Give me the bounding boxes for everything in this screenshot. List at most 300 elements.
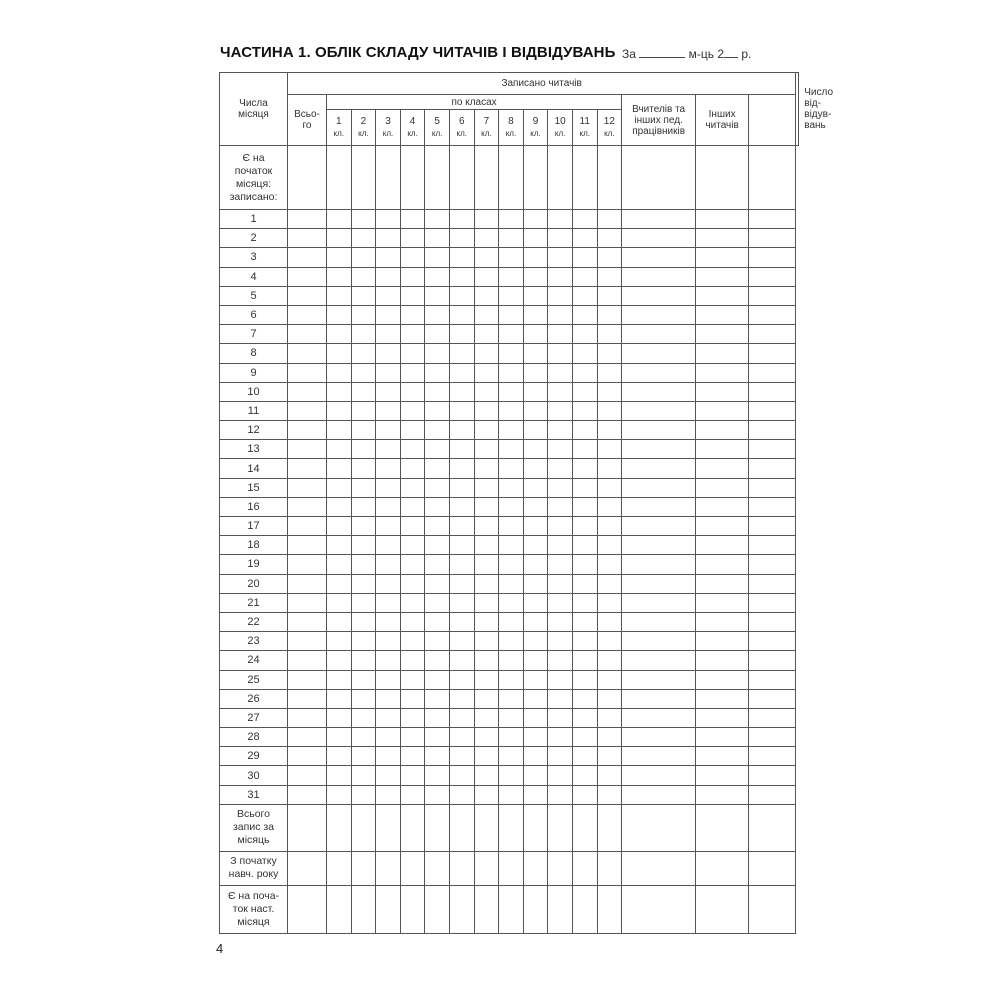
entry-cell[interactable] bbox=[400, 229, 425, 248]
entry-cell[interactable] bbox=[523, 804, 548, 851]
entry-cell[interactable] bbox=[548, 478, 573, 497]
entry-cell[interactable] bbox=[376, 325, 401, 344]
entry-cell[interactable] bbox=[622, 344, 696, 363]
entry-cell[interactable] bbox=[749, 229, 796, 248]
entry-cell[interactable] bbox=[622, 248, 696, 267]
entry-cell[interactable] bbox=[749, 517, 796, 536]
entry-cell[interactable] bbox=[597, 555, 622, 574]
entry-cell[interactable] bbox=[474, 766, 499, 785]
entry-cell[interactable] bbox=[523, 267, 548, 286]
entry-cell[interactable] bbox=[351, 146, 376, 210]
entry-cell[interactable] bbox=[572, 517, 597, 536]
entry-cell[interactable] bbox=[749, 440, 796, 459]
entry-cell[interactable] bbox=[376, 536, 401, 555]
entry-cell[interactable] bbox=[474, 747, 499, 766]
entry-cell[interactable] bbox=[572, 440, 597, 459]
entry-cell[interactable] bbox=[288, 851, 327, 885]
entry-cell[interactable] bbox=[548, 517, 573, 536]
entry-cell[interactable] bbox=[523, 517, 548, 536]
entry-cell[interactable] bbox=[499, 670, 524, 689]
entry-cell[interactable] bbox=[696, 146, 749, 210]
entry-cell[interactable] bbox=[548, 286, 573, 305]
entry-cell[interactable] bbox=[400, 689, 425, 708]
entry-cell[interactable] bbox=[572, 851, 597, 885]
entry-cell[interactable] bbox=[749, 689, 796, 708]
entry-cell[interactable] bbox=[597, 421, 622, 440]
entry-cell[interactable] bbox=[351, 401, 376, 420]
entry-cell[interactable] bbox=[622, 785, 696, 804]
entry-cell[interactable] bbox=[523, 248, 548, 267]
entry-cell[interactable] bbox=[425, 363, 450, 382]
entry-cell[interactable] bbox=[449, 401, 474, 420]
entry-cell[interactable] bbox=[351, 708, 376, 727]
entry-cell[interactable] bbox=[425, 248, 450, 267]
entry-cell[interactable] bbox=[622, 305, 696, 324]
entry-cell[interactable] bbox=[449, 440, 474, 459]
entry-cell[interactable] bbox=[597, 747, 622, 766]
entry-cell[interactable] bbox=[425, 885, 450, 933]
entry-cell[interactable] bbox=[425, 593, 450, 612]
entry-cell[interactable] bbox=[327, 785, 352, 804]
entry-cell[interactable] bbox=[548, 689, 573, 708]
entry-cell[interactable] bbox=[425, 747, 450, 766]
entry-cell[interactable] bbox=[449, 651, 474, 670]
entry-cell[interactable] bbox=[572, 325, 597, 344]
entry-cell[interactable] bbox=[474, 689, 499, 708]
entry-cell[interactable] bbox=[523, 459, 548, 478]
entry-cell[interactable] bbox=[597, 440, 622, 459]
entry-cell[interactable] bbox=[572, 689, 597, 708]
entry-cell[interactable] bbox=[622, 766, 696, 785]
entry-cell[interactable] bbox=[597, 325, 622, 344]
entry-cell[interactable] bbox=[376, 229, 401, 248]
entry-cell[interactable] bbox=[376, 555, 401, 574]
entry-cell[interactable] bbox=[499, 210, 524, 229]
entry-cell[interactable] bbox=[351, 555, 376, 574]
entry-cell[interactable] bbox=[376, 497, 401, 516]
entry-cell[interactable] bbox=[548, 459, 573, 478]
entry-cell[interactable] bbox=[288, 210, 327, 229]
entry-cell[interactable] bbox=[597, 305, 622, 324]
entry-cell[interactable] bbox=[548, 363, 573, 382]
entry-cell[interactable] bbox=[499, 267, 524, 286]
entry-cell[interactable] bbox=[749, 885, 796, 933]
entry-cell[interactable] bbox=[597, 804, 622, 851]
entry-cell[interactable] bbox=[288, 574, 327, 593]
entry-cell[interactable] bbox=[572, 497, 597, 516]
entry-cell[interactable] bbox=[400, 440, 425, 459]
entry-cell[interactable] bbox=[400, 286, 425, 305]
entry-cell[interactable] bbox=[499, 421, 524, 440]
entry-cell[interactable] bbox=[400, 728, 425, 747]
entry-cell[interactable] bbox=[449, 804, 474, 851]
entry-cell[interactable] bbox=[351, 574, 376, 593]
entry-cell[interactable] bbox=[696, 286, 749, 305]
entry-cell[interactable] bbox=[327, 766, 352, 785]
entry-cell[interactable] bbox=[749, 555, 796, 574]
entry-cell[interactable] bbox=[327, 747, 352, 766]
entry-cell[interactable] bbox=[523, 651, 548, 670]
entry-cell[interactable] bbox=[425, 421, 450, 440]
entry-cell[interactable] bbox=[449, 632, 474, 651]
entry-cell[interactable] bbox=[474, 382, 499, 401]
entry-cell[interactable] bbox=[548, 421, 573, 440]
entry-cell[interactable] bbox=[425, 670, 450, 689]
entry-cell[interactable] bbox=[288, 536, 327, 555]
entry-cell[interactable] bbox=[572, 708, 597, 727]
entry-cell[interactable] bbox=[523, 747, 548, 766]
entry-cell[interactable] bbox=[548, 229, 573, 248]
entry-cell[interactable] bbox=[696, 440, 749, 459]
entry-cell[interactable] bbox=[376, 804, 401, 851]
entry-cell[interactable] bbox=[376, 574, 401, 593]
entry-cell[interactable] bbox=[376, 146, 401, 210]
entry-cell[interactable] bbox=[749, 612, 796, 631]
entry-cell[interactable] bbox=[749, 146, 796, 210]
entry-cell[interactable] bbox=[449, 689, 474, 708]
entry-cell[interactable] bbox=[400, 536, 425, 555]
entry-cell[interactable] bbox=[449, 267, 474, 286]
entry-cell[interactable] bbox=[376, 344, 401, 363]
entry-cell[interactable] bbox=[449, 574, 474, 593]
entry-cell[interactable] bbox=[474, 459, 499, 478]
entry-cell[interactable] bbox=[499, 459, 524, 478]
entry-cell[interactable] bbox=[474, 851, 499, 885]
entry-cell[interactable] bbox=[400, 497, 425, 516]
entry-cell[interactable] bbox=[597, 248, 622, 267]
entry-cell[interactable] bbox=[351, 747, 376, 766]
entry-cell[interactable] bbox=[425, 555, 450, 574]
entry-cell[interactable] bbox=[499, 593, 524, 612]
entry-cell[interactable] bbox=[376, 689, 401, 708]
entry-cell[interactable] bbox=[548, 305, 573, 324]
entry-cell[interactable] bbox=[327, 382, 352, 401]
entry-cell[interactable] bbox=[597, 363, 622, 382]
entry-cell[interactable] bbox=[499, 497, 524, 516]
entry-cell[interactable] bbox=[696, 612, 749, 631]
entry-cell[interactable] bbox=[548, 210, 573, 229]
entry-cell[interactable] bbox=[597, 517, 622, 536]
entry-cell[interactable] bbox=[400, 210, 425, 229]
entry-cell[interactable] bbox=[288, 421, 327, 440]
entry-cell[interactable] bbox=[449, 146, 474, 210]
entry-cell[interactable] bbox=[548, 708, 573, 727]
entry-cell[interactable] bbox=[400, 363, 425, 382]
entry-cell[interactable] bbox=[523, 689, 548, 708]
entry-cell[interactable] bbox=[696, 210, 749, 229]
entry-cell[interactable] bbox=[696, 382, 749, 401]
entry-cell[interactable] bbox=[327, 210, 352, 229]
entry-cell[interactable] bbox=[474, 497, 499, 516]
entry-cell[interactable] bbox=[351, 517, 376, 536]
entry-cell[interactable] bbox=[499, 574, 524, 593]
entry-cell[interactable] bbox=[622, 459, 696, 478]
entry-cell[interactable] bbox=[376, 478, 401, 497]
entry-cell[interactable] bbox=[376, 248, 401, 267]
entry-cell[interactable] bbox=[351, 536, 376, 555]
entry-cell[interactable] bbox=[548, 651, 573, 670]
entry-cell[interactable] bbox=[572, 286, 597, 305]
entry-cell[interactable] bbox=[622, 651, 696, 670]
entry-cell[interactable] bbox=[572, 401, 597, 420]
entry-cell[interactable] bbox=[696, 517, 749, 536]
entry-cell[interactable] bbox=[597, 593, 622, 612]
entry-cell[interactable] bbox=[425, 459, 450, 478]
entry-cell[interactable] bbox=[376, 421, 401, 440]
entry-cell[interactable] bbox=[749, 497, 796, 516]
entry-cell[interactable] bbox=[351, 363, 376, 382]
entry-cell[interactable] bbox=[696, 401, 749, 420]
entry-cell[interactable] bbox=[749, 766, 796, 785]
entry-cell[interactable] bbox=[449, 325, 474, 344]
entry-cell[interactable] bbox=[597, 401, 622, 420]
entry-cell[interactable] bbox=[425, 344, 450, 363]
entry-cell[interactable] bbox=[572, 363, 597, 382]
entry-cell[interactable] bbox=[449, 478, 474, 497]
entry-cell[interactable] bbox=[449, 344, 474, 363]
entry-cell[interactable] bbox=[696, 267, 749, 286]
entry-cell[interactable] bbox=[288, 363, 327, 382]
entry-cell[interactable] bbox=[696, 885, 749, 933]
entry-cell[interactable] bbox=[499, 517, 524, 536]
entry-cell[interactable] bbox=[696, 574, 749, 593]
entry-cell[interactable] bbox=[288, 440, 327, 459]
entry-cell[interactable] bbox=[400, 401, 425, 420]
entry-cell[interactable] bbox=[572, 146, 597, 210]
entry-cell[interactable] bbox=[351, 478, 376, 497]
entry-cell[interactable] bbox=[696, 478, 749, 497]
entry-cell[interactable] bbox=[288, 229, 327, 248]
entry-cell[interactable] bbox=[288, 325, 327, 344]
entry-cell[interactable] bbox=[597, 286, 622, 305]
entry-cell[interactable] bbox=[749, 459, 796, 478]
entry-cell[interactable] bbox=[288, 612, 327, 631]
entry-cell[interactable] bbox=[449, 766, 474, 785]
entry-cell[interactable] bbox=[449, 885, 474, 933]
entry-cell[interactable] bbox=[572, 267, 597, 286]
entry-cell[interactable] bbox=[597, 146, 622, 210]
entry-cell[interactable] bbox=[572, 210, 597, 229]
entry-cell[interactable] bbox=[572, 593, 597, 612]
entry-cell[interactable] bbox=[351, 286, 376, 305]
entry-cell[interactable] bbox=[572, 804, 597, 851]
entry-cell[interactable] bbox=[449, 459, 474, 478]
entry-cell[interactable] bbox=[597, 785, 622, 804]
entry-cell[interactable] bbox=[425, 651, 450, 670]
entry-cell[interactable] bbox=[523, 851, 548, 885]
entry-cell[interactable] bbox=[376, 517, 401, 536]
entry-cell[interactable] bbox=[288, 689, 327, 708]
entry-cell[interactable] bbox=[351, 229, 376, 248]
entry-cell[interactable] bbox=[523, 536, 548, 555]
entry-cell[interactable] bbox=[425, 689, 450, 708]
entry-cell[interactable] bbox=[288, 344, 327, 363]
entry-cell[interactable] bbox=[351, 440, 376, 459]
entry-cell[interactable] bbox=[288, 670, 327, 689]
entry-cell[interactable] bbox=[327, 632, 352, 651]
entry-cell[interactable] bbox=[449, 747, 474, 766]
entry-cell[interactable] bbox=[288, 651, 327, 670]
entry-cell[interactable] bbox=[376, 401, 401, 420]
entry-cell[interactable] bbox=[288, 382, 327, 401]
entry-cell[interactable] bbox=[622, 555, 696, 574]
entry-cell[interactable] bbox=[548, 766, 573, 785]
entry-cell[interactable] bbox=[523, 210, 548, 229]
entry-cell[interactable] bbox=[288, 478, 327, 497]
entry-cell[interactable] bbox=[749, 267, 796, 286]
entry-cell[interactable] bbox=[572, 747, 597, 766]
entry-cell[interactable] bbox=[499, 555, 524, 574]
entry-cell[interactable] bbox=[449, 708, 474, 727]
entry-cell[interactable] bbox=[622, 593, 696, 612]
entry-cell[interactable] bbox=[523, 632, 548, 651]
entry-cell[interactable] bbox=[474, 885, 499, 933]
entry-cell[interactable] bbox=[523, 325, 548, 344]
entry-cell[interactable] bbox=[499, 286, 524, 305]
entry-cell[interactable] bbox=[288, 146, 327, 210]
entry-cell[interactable] bbox=[327, 286, 352, 305]
entry-cell[interactable] bbox=[376, 612, 401, 631]
entry-cell[interactable] bbox=[400, 478, 425, 497]
entry-cell[interactable] bbox=[499, 747, 524, 766]
entry-cell[interactable] bbox=[425, 305, 450, 324]
entry-cell[interactable] bbox=[696, 344, 749, 363]
entry-cell[interactable] bbox=[749, 248, 796, 267]
entry-cell[interactable] bbox=[749, 747, 796, 766]
entry-cell[interactable] bbox=[327, 305, 352, 324]
entry-cell[interactable] bbox=[327, 344, 352, 363]
entry-cell[interactable] bbox=[327, 689, 352, 708]
entry-cell[interactable] bbox=[474, 536, 499, 555]
entry-cell[interactable] bbox=[749, 708, 796, 727]
entry-cell[interactable] bbox=[425, 286, 450, 305]
entry-cell[interactable] bbox=[474, 421, 499, 440]
entry-cell[interactable] bbox=[499, 305, 524, 324]
entry-cell[interactable] bbox=[622, 497, 696, 516]
entry-cell[interactable] bbox=[572, 555, 597, 574]
entry-cell[interactable] bbox=[449, 497, 474, 516]
entry-cell[interactable] bbox=[449, 305, 474, 324]
entry-cell[interactable] bbox=[400, 267, 425, 286]
entry-cell[interactable] bbox=[548, 382, 573, 401]
entry-cell[interactable] bbox=[572, 785, 597, 804]
entry-cell[interactable] bbox=[449, 363, 474, 382]
entry-cell[interactable] bbox=[449, 229, 474, 248]
entry-cell[interactable] bbox=[597, 708, 622, 727]
entry-cell[interactable] bbox=[327, 536, 352, 555]
entry-cell[interactable] bbox=[288, 286, 327, 305]
entry-cell[interactable] bbox=[288, 305, 327, 324]
entry-cell[interactable] bbox=[523, 305, 548, 324]
entry-cell[interactable] bbox=[288, 459, 327, 478]
entry-cell[interactable] bbox=[622, 146, 696, 210]
entry-cell[interactable] bbox=[449, 555, 474, 574]
entry-cell[interactable] bbox=[749, 632, 796, 651]
entry-cell[interactable] bbox=[597, 210, 622, 229]
entry-cell[interactable] bbox=[622, 286, 696, 305]
entry-cell[interactable] bbox=[548, 612, 573, 631]
entry-cell[interactable] bbox=[327, 325, 352, 344]
entry-cell[interactable] bbox=[572, 885, 597, 933]
entry-cell[interactable] bbox=[376, 747, 401, 766]
entry-cell[interactable] bbox=[548, 593, 573, 612]
entry-cell[interactable] bbox=[351, 210, 376, 229]
entry-cell[interactable] bbox=[622, 363, 696, 382]
entry-cell[interactable] bbox=[499, 851, 524, 885]
entry-cell[interactable] bbox=[474, 632, 499, 651]
entry-cell[interactable] bbox=[474, 517, 499, 536]
entry-cell[interactable] bbox=[548, 146, 573, 210]
entry-cell[interactable] bbox=[327, 804, 352, 851]
entry-cell[interactable] bbox=[696, 497, 749, 516]
entry-cell[interactable] bbox=[622, 851, 696, 885]
entry-cell[interactable] bbox=[499, 344, 524, 363]
entry-cell[interactable] bbox=[376, 210, 401, 229]
entry-cell[interactable] bbox=[523, 612, 548, 631]
entry-cell[interactable] bbox=[622, 401, 696, 420]
entry-cell[interactable] bbox=[351, 421, 376, 440]
entry-cell[interactable] bbox=[749, 363, 796, 382]
entry-cell[interactable] bbox=[425, 382, 450, 401]
entry-cell[interactable] bbox=[327, 363, 352, 382]
entry-cell[interactable] bbox=[749, 785, 796, 804]
entry-cell[interactable] bbox=[474, 593, 499, 612]
entry-cell[interactable] bbox=[749, 593, 796, 612]
entry-cell[interactable] bbox=[327, 421, 352, 440]
entry-cell[interactable] bbox=[327, 670, 352, 689]
entry-cell[interactable] bbox=[749, 325, 796, 344]
entry-cell[interactable] bbox=[351, 267, 376, 286]
entry-cell[interactable] bbox=[425, 851, 450, 885]
entry-cell[interactable] bbox=[327, 555, 352, 574]
entry-cell[interactable] bbox=[523, 363, 548, 382]
entry-cell[interactable] bbox=[499, 689, 524, 708]
entry-cell[interactable] bbox=[425, 536, 450, 555]
entry-cell[interactable] bbox=[288, 804, 327, 851]
entry-cell[interactable] bbox=[376, 440, 401, 459]
entry-cell[interactable] bbox=[449, 785, 474, 804]
entry-cell[interactable] bbox=[622, 747, 696, 766]
entry-cell[interactable] bbox=[376, 593, 401, 612]
entry-cell[interactable] bbox=[749, 536, 796, 555]
entry-cell[interactable] bbox=[474, 229, 499, 248]
entry-cell[interactable] bbox=[474, 146, 499, 210]
entry-cell[interactable] bbox=[749, 382, 796, 401]
entry-cell[interactable] bbox=[376, 286, 401, 305]
entry-cell[interactable] bbox=[622, 670, 696, 689]
entry-cell[interactable] bbox=[327, 517, 352, 536]
entry-cell[interactable] bbox=[696, 651, 749, 670]
entry-cell[interactable] bbox=[548, 248, 573, 267]
entry-cell[interactable] bbox=[622, 612, 696, 631]
entry-cell[interactable] bbox=[696, 555, 749, 574]
entry-cell[interactable] bbox=[425, 632, 450, 651]
entry-cell[interactable] bbox=[523, 555, 548, 574]
entry-cell[interactable] bbox=[400, 670, 425, 689]
entry-cell[interactable] bbox=[425, 440, 450, 459]
entry-cell[interactable] bbox=[597, 885, 622, 933]
entry-cell[interactable] bbox=[523, 708, 548, 727]
month-blank[interactable] bbox=[639, 47, 685, 58]
entry-cell[interactable] bbox=[351, 497, 376, 516]
entry-cell[interactable] bbox=[351, 785, 376, 804]
entry-cell[interactable] bbox=[548, 670, 573, 689]
entry-cell[interactable] bbox=[696, 708, 749, 727]
entry-cell[interactable] bbox=[474, 555, 499, 574]
entry-cell[interactable] bbox=[474, 478, 499, 497]
entry-cell[interactable] bbox=[499, 382, 524, 401]
entry-cell[interactable] bbox=[749, 574, 796, 593]
